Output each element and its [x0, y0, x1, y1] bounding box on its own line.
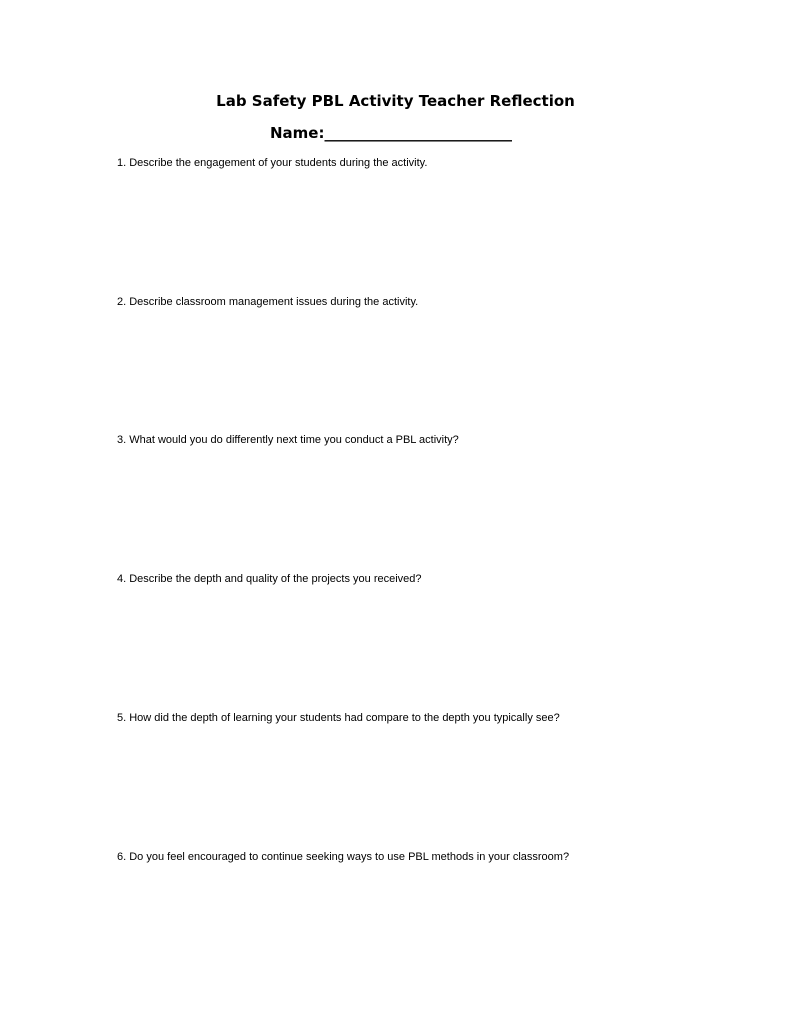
- question-2: 2. Describe classroom management issues during the activity.: [117, 296, 419, 308]
- document-title: Lab Safety PBL Activity Teacher Reflection: [216, 92, 575, 110]
- question-5: 5. How did the depth of learning your students had compare to the depth you typically see?: [117, 712, 560, 724]
- question-6: 6. Do you feel encouraged to continue seeking ways to use PBL methods in your classroom?: [117, 851, 570, 863]
- name-field: Name:_________________________: [270, 124, 512, 142]
- question-1: 1. Describe the engagement of your students during the activity.: [117, 157, 428, 169]
- question-3: 3. What would you do differently next time you conduct a PBL activity?: [117, 434, 459, 446]
- question-4: 4. Describe the depth and quality of the projects you received?: [117, 573, 422, 585]
